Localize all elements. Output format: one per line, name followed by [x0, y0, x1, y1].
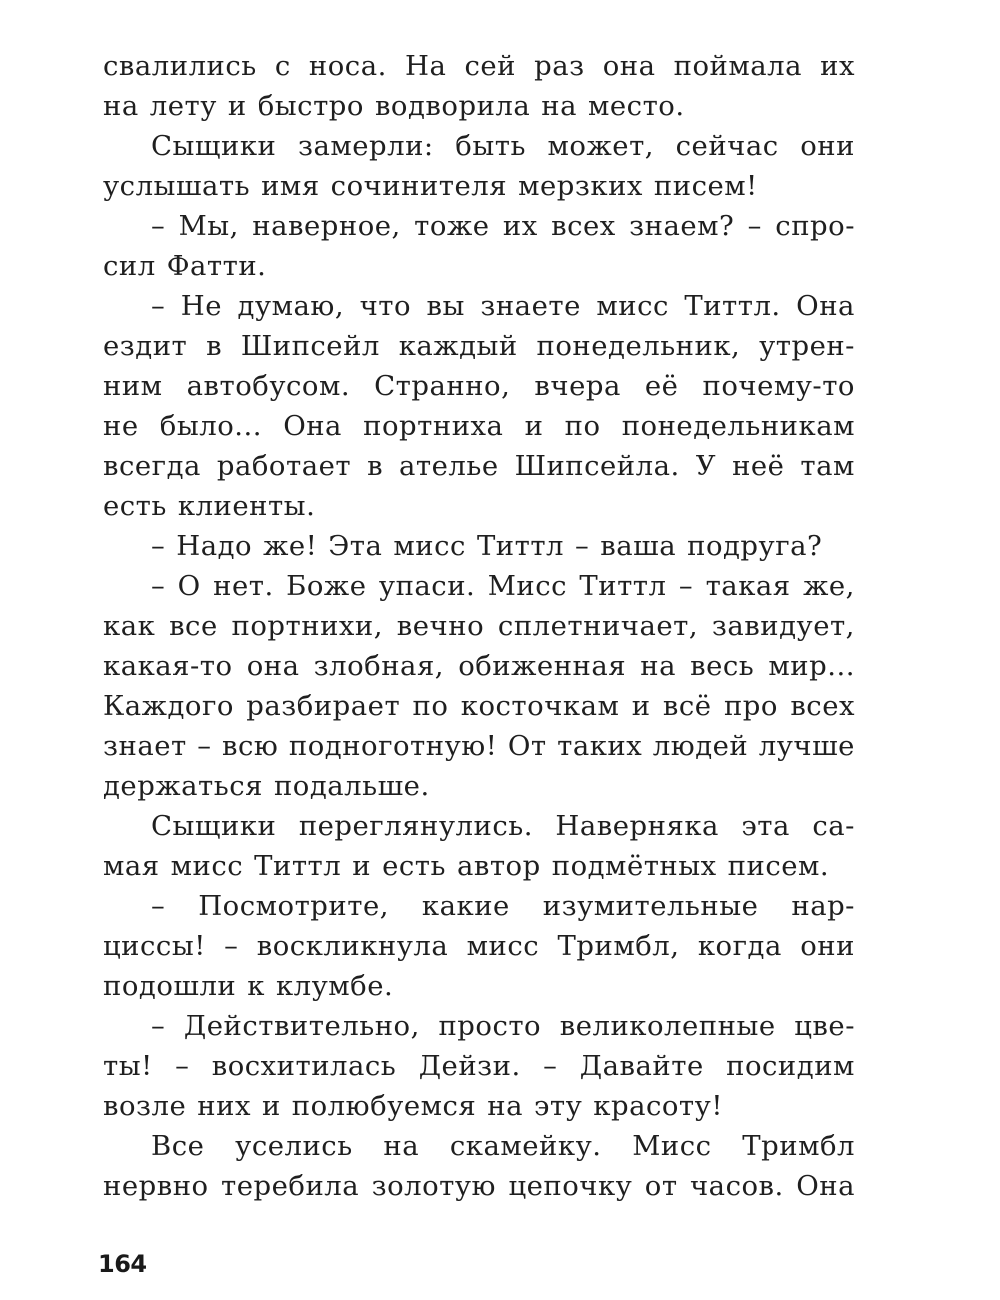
text-line: Каждого разбирает по косточкам и всё про всех: [103, 690, 855, 722]
text-line: знает – всю подноготную! От таких людей лучше: [103, 730, 855, 762]
text-line: как все портнихи, вечно сплетничает, завидует,: [103, 610, 855, 642]
text-line: мая мисс Титтл и есть автор подмётных писем.: [103, 850, 830, 882]
text-line: ты! – восхитилась Дейзи. – Давайте посидим: [103, 1050, 855, 1082]
text-line: – Действительно, просто великолепные цве-: [151, 1010, 855, 1042]
text-line: есть клиенты.: [103, 490, 316, 522]
page-number: 164: [98, 1250, 147, 1278]
text-line: не было... Она портниха и по понедельникам: [103, 410, 855, 442]
text-line: – Надо же! Эта мисс Титтл – ваша подруга?: [151, 530, 823, 562]
text-line: всегда работает в ателье Шипсейла. У неё там: [103, 450, 855, 482]
text-line: – О нет. Боже упаси. Мисс Титтл – такая же,: [151, 570, 855, 602]
text-line: Сыщики замерли: быть может, сейчас они: [151, 130, 855, 162]
text-line: нервно теребила золотую цепочку от часов. Она: [103, 1170, 855, 1202]
text-line: возле них и полюбуемся на эту красоту!: [103, 1090, 723, 1122]
body-text: [103, 46, 855, 1206]
text-line: – Посмотрите, какие изумительные нар-: [151, 890, 855, 922]
text-line: подошли к клумбе.: [103, 970, 394, 1002]
text-line: циссы! – воскликнула мисс Тримбл, когда они: [103, 930, 855, 962]
text-line: – Не думаю, что вы знаете мисс Титтл. Она: [151, 290, 855, 322]
text-line: – Мы, наверное, тоже их всех знаем? – спро-: [151, 210, 855, 242]
text-line: Все уселись на скамейку. Мисс Тримбл: [151, 1130, 855, 1162]
text-line: Сыщики переглянулись. Наверняка эта са-: [151, 810, 855, 842]
text-line: ним автобусом. Странно, вчера её почему-то: [103, 370, 855, 402]
text-line: какая-то она злобная, обиженная на весь мир...: [103, 650, 855, 682]
text-line: ездит в Шипсейл каждый понедельник, утрен-: [103, 330, 855, 362]
text-line: держаться подальше.: [103, 770, 430, 802]
text-line: на лету и быстро водворила на место.: [103, 90, 685, 122]
text-line: свалились с носа. На сей раз она поймала их: [103, 50, 855, 82]
text-line: сил Фатти.: [103, 250, 267, 282]
text-line: услышать имя сочинителя мерзких писем!: [103, 170, 758, 202]
